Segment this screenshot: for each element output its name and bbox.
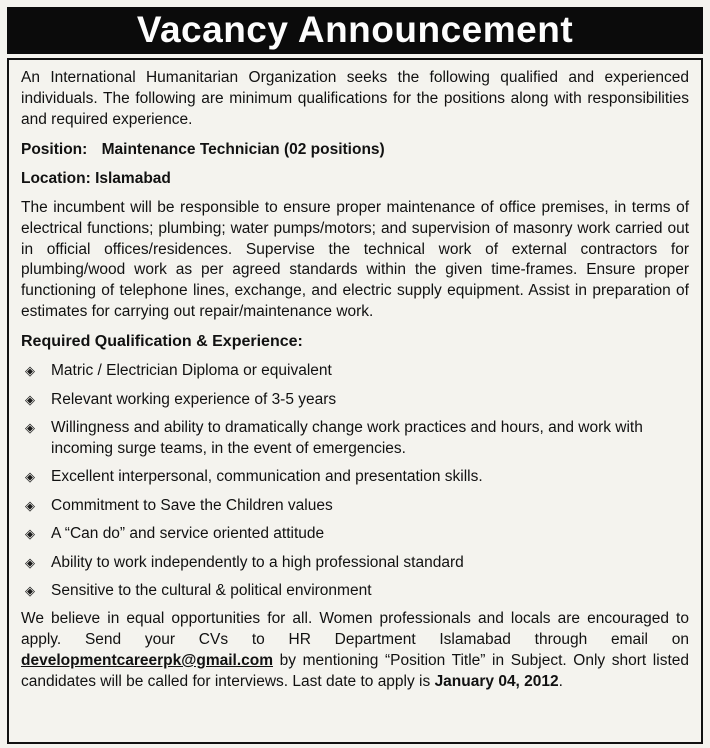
qualification-item <box>21 390 689 410</box>
qualifications-list <box>21 361 689 601</box>
qualification-item <box>21 467 689 487</box>
email-address: developmentcareerpk@gmail.com <box>21 652 274 670</box>
qualification-text: Willingness and ability to dramatically change work practices and hours, and work with incoming surge teams, in the event of emergencies. <box>51 419 643 457</box>
qualification-item <box>21 361 689 381</box>
closing-text-2: by mentioning “Position Title” in Subject. Only short listed candidates will be called for interviews. Last date to apply is <box>21 652 689 690</box>
diamond-bullet-icon: ◈ <box>25 554 35 570</box>
qualification-item <box>21 581 689 601</box>
qualification-item <box>21 418 689 459</box>
qualification-text: Sensitive to the cultural & political environment <box>51 582 372 600</box>
location-line <box>21 169 689 189</box>
closing-date: January 04, 2012 <box>434 672 559 690</box>
qualification-item <box>21 524 689 544</box>
closing-text-3: . <box>558 672 563 690</box>
location-label: Location: <box>21 169 91 187</box>
position-value: Maintenance Technician (02 positions) <box>101 140 385 158</box>
qualifications-heading: Required Qualification & Experience: <box>21 332 303 350</box>
page-title: Vacancy Announcement <box>136 9 574 50</box>
responsibilities-paragraph: The incumbent will be responsible to ensure proper maintenance of office premises, in terms of electrical functions; plumbing; water pumps/motors; and supervision of masonry work carried out in official offices/residences. Supervise the technical work of external contractors for plumbing/wood work as per agreed standards within the given time-frames. Ensure proper functioning of telephone lines, exchange, and electric supply equipment. Assist in preparation of estimates for carrying out repair/maintenance work. <box>21 199 689 320</box>
position-line <box>21 140 689 160</box>
position-label: Position: <box>21 140 88 158</box>
diamond-bullet-icon: ◈ <box>25 363 35 379</box>
diamond-bullet-icon: ◈ <box>25 420 35 436</box>
intro-paragraph: An International Humanitarian Organization seeks the following qualified and experienced individuals. The following are minimum qualifications for the positions along with responsibilities and required experience. <box>21 69 689 128</box>
qualification-text: A “Can do” and service oriented attitude <box>51 525 325 543</box>
qualification-text: Excellent interpersonal, communication and presentation skills. <box>51 468 483 486</box>
diamond-bullet-icon: ◈ <box>25 391 35 407</box>
closing-paragraph <box>21 609 689 692</box>
qualification-text: Ability to work independently to a high professional standard <box>51 553 464 571</box>
diamond-bullet-icon: ◈ <box>25 526 35 542</box>
diamond-bullet-icon: ◈ <box>25 497 35 513</box>
diamond-bullet-icon: ◈ <box>25 583 35 599</box>
qualification-text: Relevant working experience of 3-5 years <box>51 390 337 408</box>
closing-text-1: We believe in equal opportunities for all. Women professionals and locals are encouraged to apply. Send your CVs to HR Department Islamabad through email on <box>21 610 689 649</box>
qualification-text: Commitment to Save the Children values <box>51 496 333 514</box>
qualification-item <box>21 553 689 573</box>
diamond-bullet-icon: ◈ <box>25 469 35 485</box>
content-box <box>7 58 703 744</box>
qualification-text: Matric / Electrician Diploma or equivalent <box>51 362 332 380</box>
title-bar <box>7 7 703 54</box>
qualification-item <box>21 496 689 516</box>
location-value: Islamabad <box>95 169 171 187</box>
